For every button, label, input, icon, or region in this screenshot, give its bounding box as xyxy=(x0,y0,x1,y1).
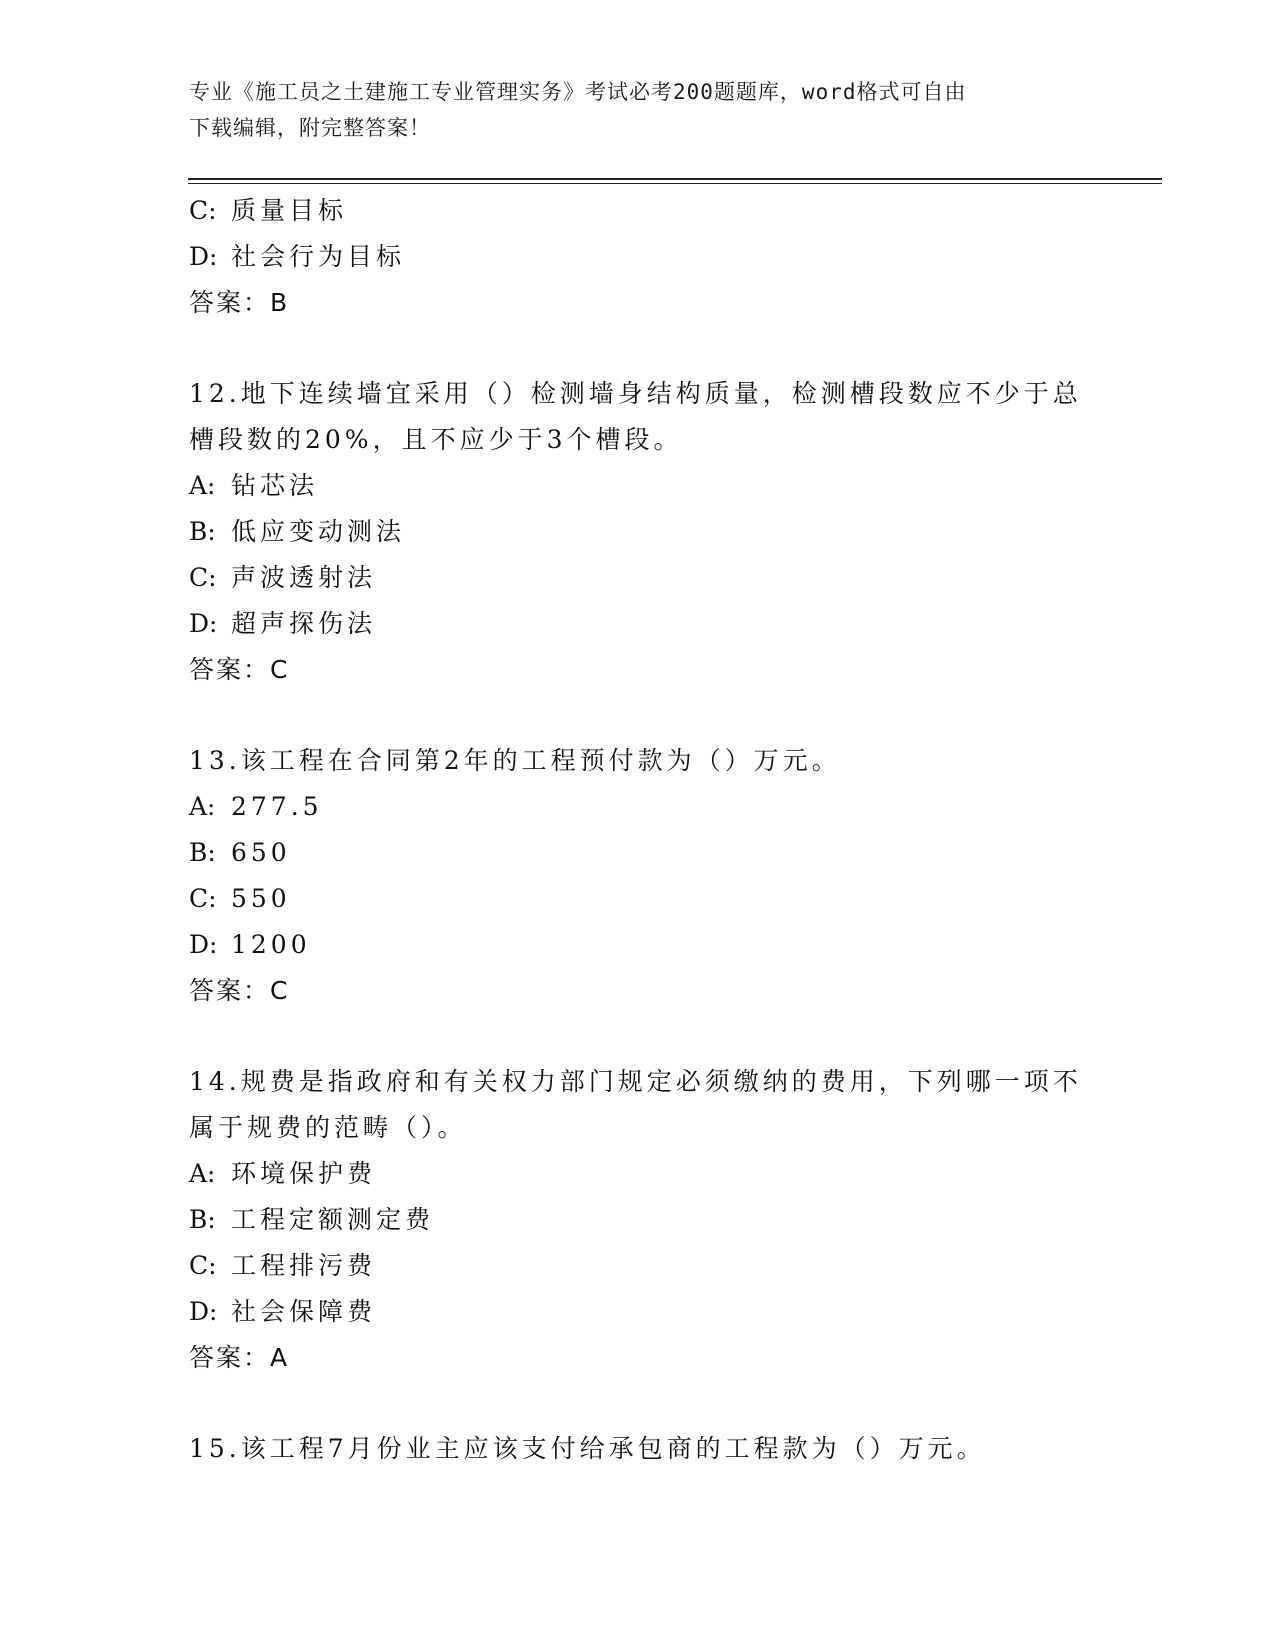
header-line-2: 下载编辑，附完整答案！ xyxy=(189,116,431,140)
question-14 xyxy=(189,1059,1089,1381)
question-15 xyxy=(189,1426,1089,1472)
answer-line: 答案：C xyxy=(189,655,290,684)
question-stem: 14.规费是指政府和有关权力部门规定必须缴纳的费用，下列哪一项不 属于规费的范畴（）。 xyxy=(189,1067,1082,1142)
option-d: D: 社会行为目标 xyxy=(189,242,406,271)
question-11-continued xyxy=(189,188,1089,326)
question-stem: 15.该工程7月份业主应该支付给承包商的工程款为（）万元。 xyxy=(189,1434,986,1463)
option-b: B: 工程定额测定费 xyxy=(189,1205,435,1234)
header-divider-thin xyxy=(188,183,1162,184)
answer-line: 答案：B xyxy=(189,288,290,317)
option-a: A: 277.5 xyxy=(189,792,323,821)
header-divider-thick xyxy=(188,178,1162,180)
option-d: D: 社会保障费 xyxy=(189,1297,377,1326)
option-c: C: 550 xyxy=(189,884,291,913)
option-a: A: 环境保护费 xyxy=(189,1159,377,1188)
option-d: D: 1200 xyxy=(189,930,311,959)
question-12 xyxy=(189,371,1089,693)
option-c: C: 质量目标 xyxy=(189,196,348,225)
option-c: C: 工程排污费 xyxy=(189,1251,377,1280)
option-b: B: 低应变动测法 xyxy=(189,517,406,546)
option-a: A: 钻芯法 xyxy=(189,471,319,500)
answer-line: 答案：C xyxy=(189,976,290,1005)
question-stem: 13.该工程在合同第2年的工程预付款为（）万元。 xyxy=(189,746,841,775)
option-d: D: 超声探伤法 xyxy=(189,609,377,638)
answer-line: 答案：A xyxy=(189,1343,290,1372)
question-list xyxy=(189,188,1089,1472)
option-b: B: 650 xyxy=(189,838,291,867)
question-stem: 12.地下连续墙宜采用（）检测墙身结构质量，检测槽段数应不少于总 槽段数的20%，且不应少于3个槽段。 xyxy=(189,379,1082,454)
question-13 xyxy=(189,738,1089,1014)
document-header xyxy=(189,74,1069,146)
header-line-1: 专业《施工员之土建施工专业管理实务》考试必考200题题库，word格式可自由 xyxy=(189,80,967,104)
option-c: C: 声波透射法 xyxy=(189,563,377,592)
